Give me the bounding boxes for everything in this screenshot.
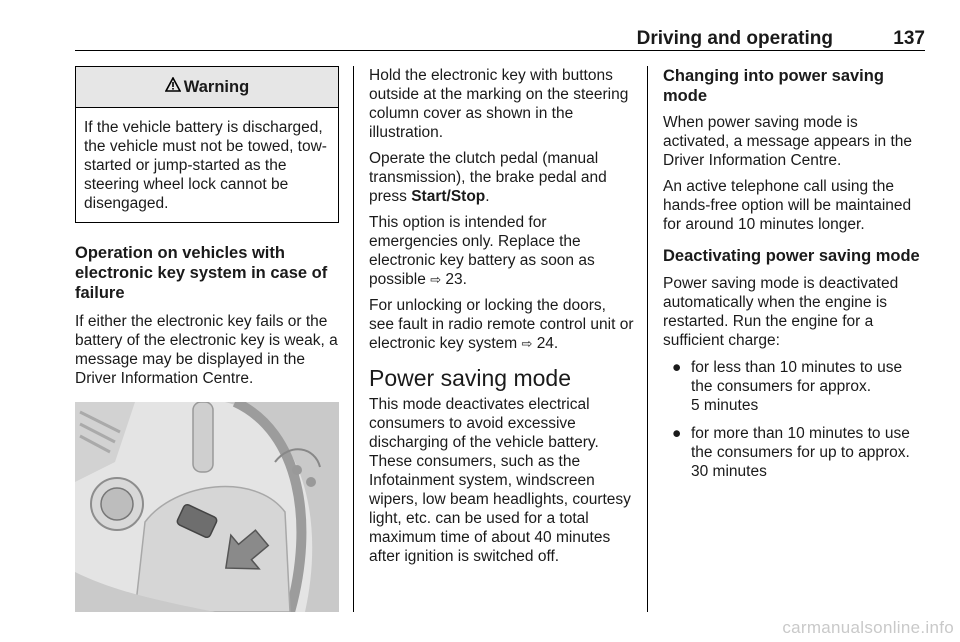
page-ref-arrow-icon: ⇨: [430, 272, 442, 287]
paragraph: [369, 296, 635, 353]
heading-power-saving-mode: Power saving mode: [369, 365, 571, 391]
bullet-icon: ●: [672, 359, 682, 376]
warning-title: Warning: [183, 77, 250, 96]
list-item-subtext: 30 minutes: [691, 463, 767, 480]
illustration-svg: [75, 402, 339, 612]
start-stop-label: Start/Stop: [411, 188, 486, 205]
list-item-text: for less than 10 minutes to use the consumers for approx.: [691, 359, 903, 395]
page-header: [75, 26, 925, 51]
text-run: .: [485, 188, 490, 205]
section-title: Driving and operating: [636, 28, 833, 49]
watermark: carmanualsonline.info: [782, 618, 954, 637]
heading-changing-power-saving: Changing into power saving mode: [663, 67, 884, 105]
paragraph: If either the electronic key fails or the battery of the electronic key is weak, a message may be displayed in the Driver Information Centre.: [75, 313, 338, 387]
paragraph: Hold the electronic key with buttons outside at the marking on the steering column cover as shown in the illustration.: [369, 67, 629, 141]
paragraph: This mode deactivates electrical consumers to avoid excessive discharging of the vehicle battery. These consumers, such as the Infotainment system, windscreen wipers, low beam headlights, courtesy light, etc. can be used for a total maximum time of about 40 minutes after ignition is switched off.: [369, 396, 631, 565]
column-1: [75, 66, 339, 612]
page-number: 137: [893, 28, 925, 49]
warning-text: If the vehicle battery is discharged, the vehicle must not be towed, tow-started or jump-started as the steering wheel lock cannot be disengaged.: [84, 119, 327, 212]
paragraph: When power saving mode is activated, a message appears in the Driver Information Centre.: [663, 114, 913, 169]
heading-electronic-key-failure: Operation on vehicles with electronic key system in case of failure: [75, 244, 328, 302]
text-run: For unlocking or locking the doors, see fault in radio remote control unit or electronic key system: [369, 297, 634, 352]
steering-column-illustration: [75, 402, 339, 612]
bullet-icon: ●: [672, 425, 682, 442]
list-item: [663, 424, 925, 481]
list-item-text: for more than 10 minutes to use the consumers for up to approx.: [691, 425, 910, 461]
warning-box: [75, 66, 339, 223]
paragraph: An active telephone call using the hands-free option will be maintained for around 10 minutes longer.: [663, 178, 912, 233]
text-run: Operate the clutch pedal (manual transmission), the brake pedal and press: [369, 150, 607, 205]
column-3: [663, 66, 925, 490]
text-run: This option is intended for emergencies only. Replace the electronic key battery as soon as possible: [369, 214, 595, 288]
page-ref-link[interactable]: 23.: [445, 271, 467, 288]
column-divider: [647, 66, 648, 612]
list-item: [663, 358, 925, 415]
warning-header: [76, 67, 338, 108]
page-ref-link[interactable]: 24.: [536, 335, 559, 352]
warning-triangle-icon: [165, 77, 181, 97]
page-ref-arrow-icon: ⇨: [521, 336, 533, 351]
paragraph: [369, 213, 635, 289]
bullet-list: [663, 358, 925, 481]
heading-deactivating-power-saving: Deactivating power saving mode: [663, 247, 920, 265]
paragraph: [369, 149, 635, 206]
column-2: [369, 66, 635, 573]
column-divider: [353, 66, 354, 612]
list-item-subtext: 5 minutes: [691, 397, 759, 414]
paragraph: Power saving mode is deactivated automatically when the engine is restarted. Run the engine for a sufficient charge:: [663, 275, 899, 349]
